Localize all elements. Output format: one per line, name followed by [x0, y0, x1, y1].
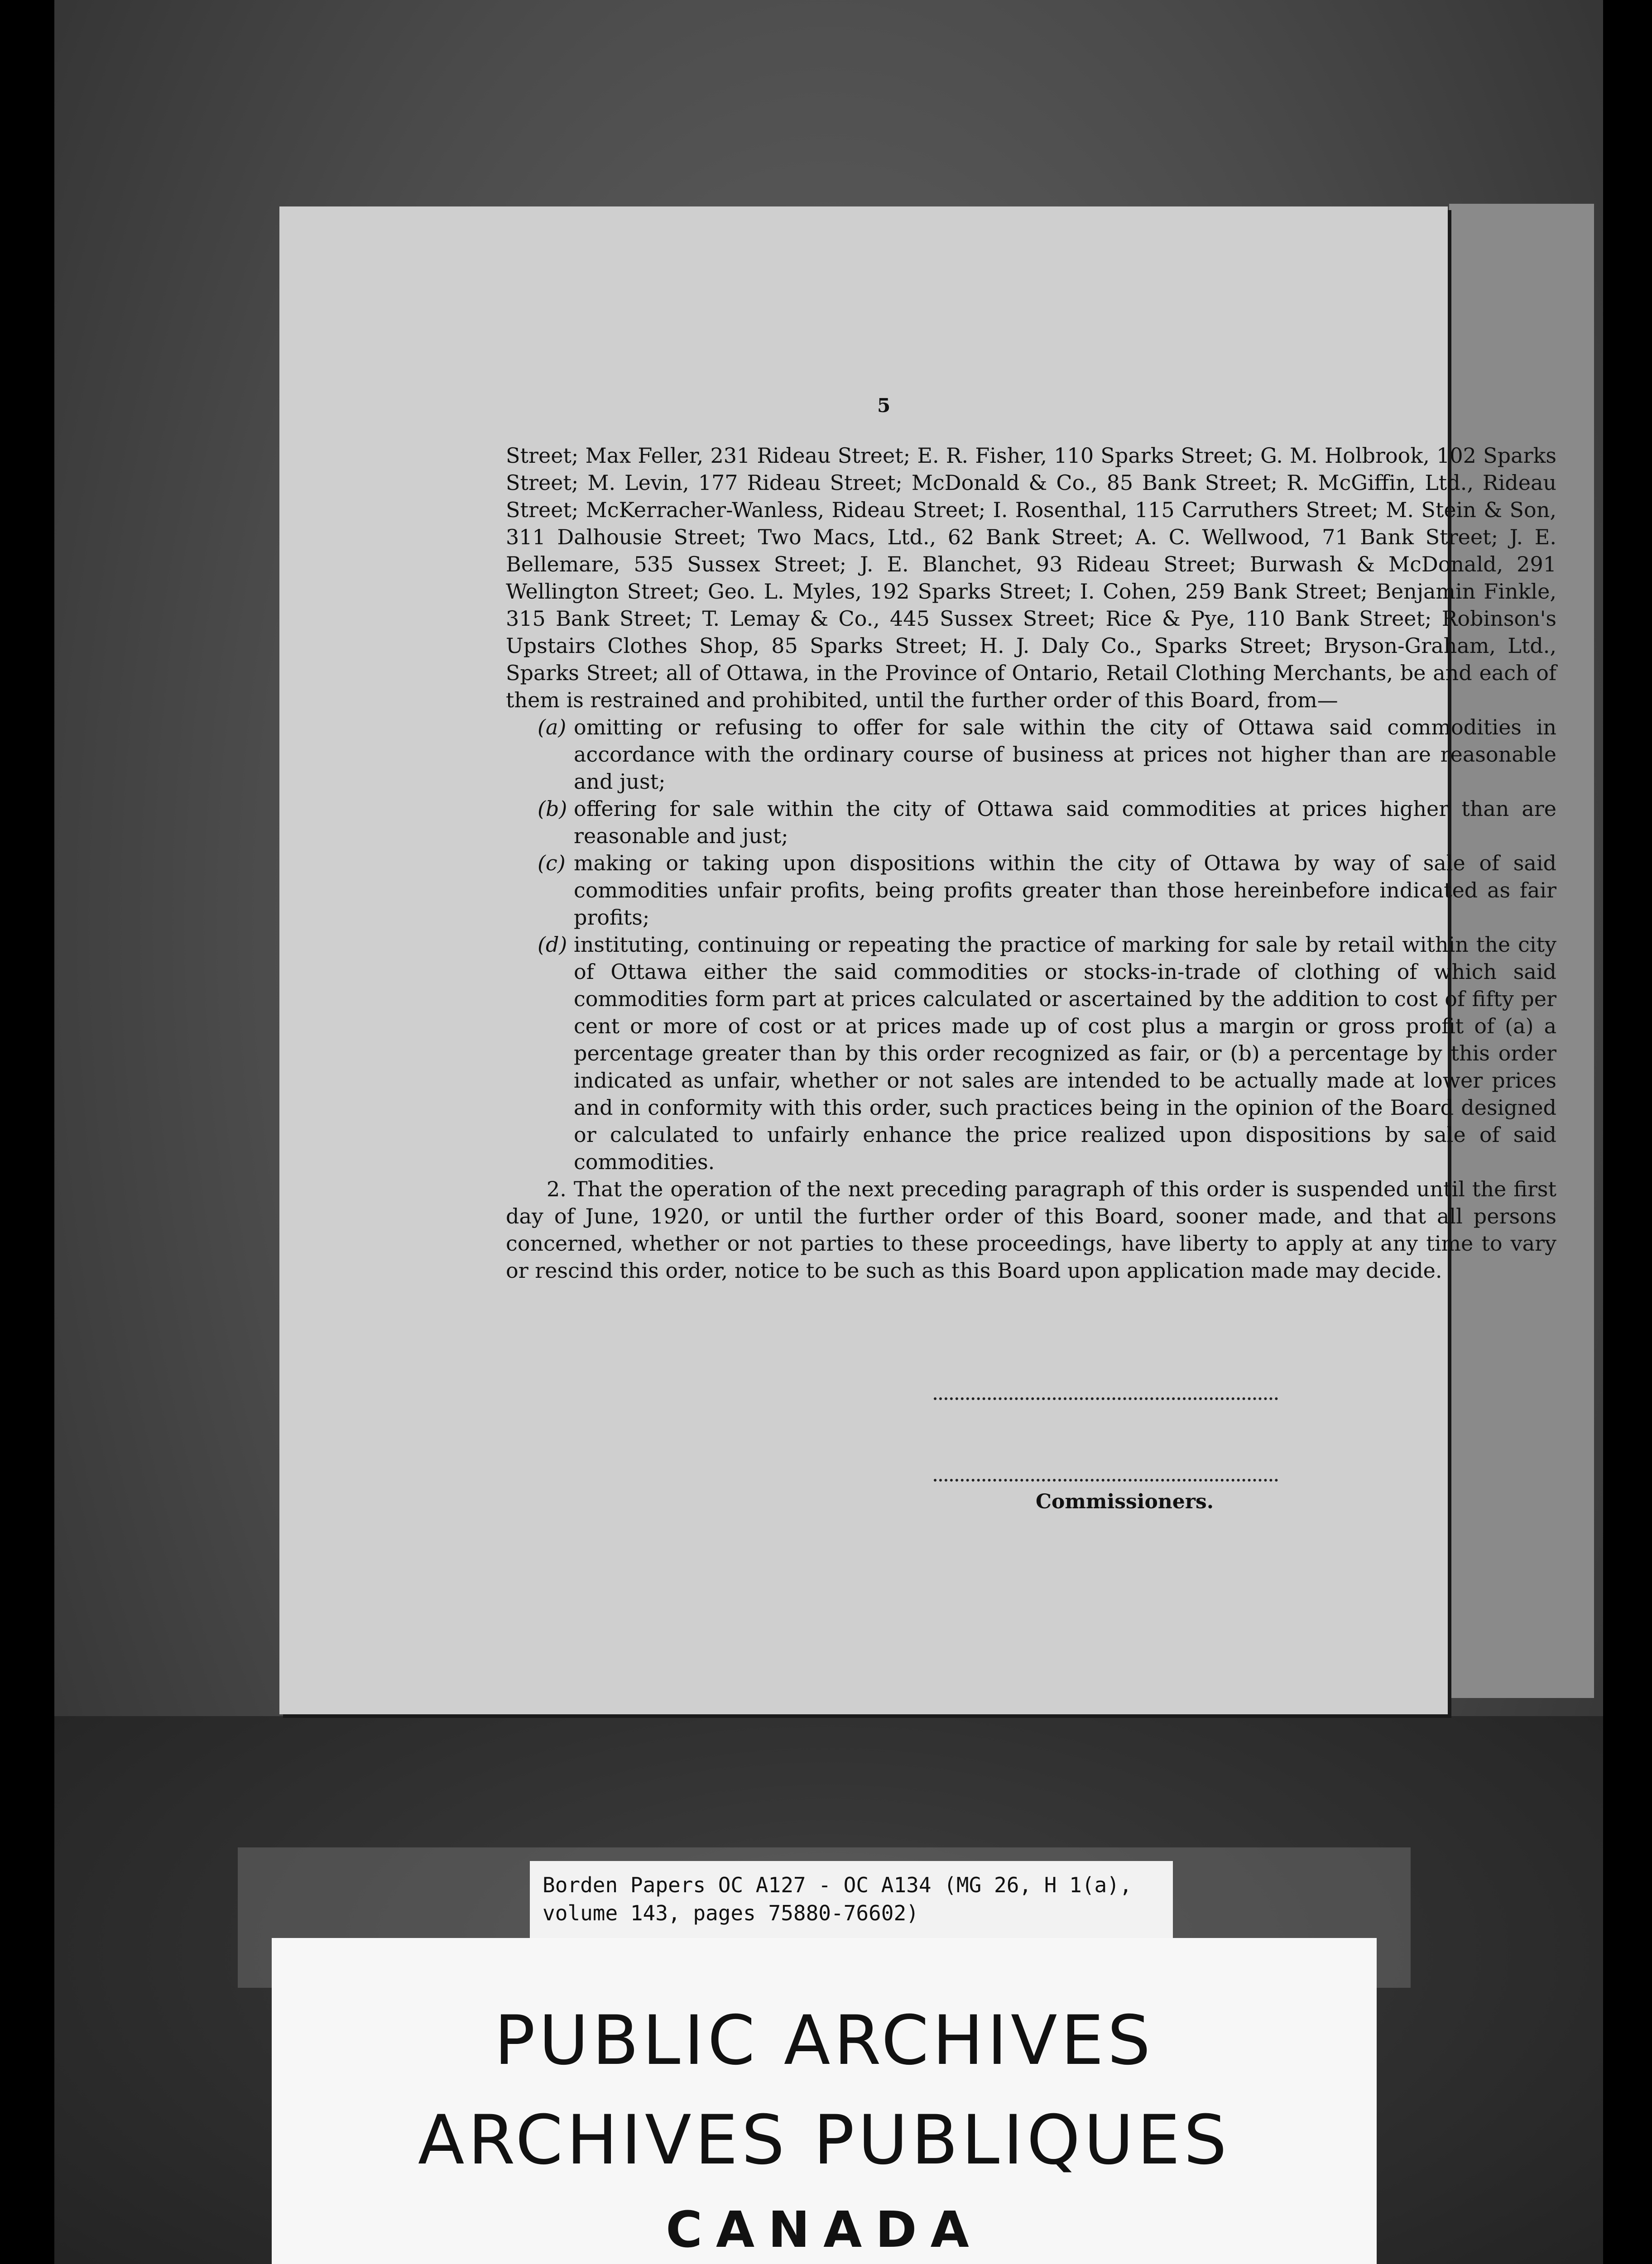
clause-item: [506, 931, 1556, 1175]
signature-line-1: [934, 1397, 1278, 1400]
caption-line-1: Borden Papers OC A127 - OC A134 (MG 26, H 1(a),: [543, 1873, 1132, 1897]
stamp-line-2: ARCHIVES PUBLIQUES: [418, 2101, 1231, 2180]
clause-marker: (d): [538, 932, 567, 957]
clause-marker: (b): [538, 796, 567, 821]
signature-line-2: [934, 1479, 1278, 1482]
clause-marker: (a): [538, 715, 567, 739]
order-text: [506, 442, 1556, 1284]
clause-text: instituting, continuing or repeating the practice of marking for sale by retail within the city of Ottawa either the said commodities or stocks-in-trade of clothing of which said commodities form part at prices calculated or ascertained by the addition to cost of fifty per cent or more of cost or at prices made up of cost plus a margin or gross profit of (a) a percentage greater than by this order recognized as fair, or (b) a percentage by this order indicated as unfair, whether or not sales are intended to be actually made at lower prices and in conformity with this order, such practices being in the opinion of the Board designed or calculated to unfairly enhance the price realized upon dispositions by sale of said commodities.: [574, 932, 1556, 1174]
clause-item: [506, 795, 1556, 849]
clause-item: [506, 849, 1556, 931]
clause-text: omitting or refusing to offer for sale within the city of Ottawa said commodities in accordance with the ordinary course of business at prices not higher than are reasonable and just;: [574, 715, 1556, 794]
archive-caption: [530, 1861, 1173, 1943]
clause-marker: (c): [538, 851, 566, 875]
signature-label: Commissioners.: [1036, 1490, 1214, 1513]
stamp-line-1: PUBLIC ARCHIVES: [494, 2001, 1154, 2080]
page-number: 5: [877, 394, 891, 417]
document-page: [279, 206, 1556, 1714]
clause-item: [506, 714, 1556, 795]
stamp-line-3: CANADA: [666, 2201, 983, 2259]
clause-text: making or taking upon dispositions within the city of Ottawa by way of sale of said commodities unfair profits, being profits greater than those hereinbefore indicated as fair profits;: [574, 851, 1556, 930]
clause-text: offering for sale within the city of Ottawa said commodities at prices higher than are reasonable and just;: [574, 796, 1556, 848]
clause-list: [506, 714, 1556, 1175]
opening-paragraph: Street; Max Feller, 231 Rideau Street; E. R. Fisher, 110 Sparks Street; G. M. Holbrook, 102 Sparks Street; M. Levin, 177 Rideau Street; McDonald & Co., 85 Bank Street; R. McGiffin, Ltd., Rideau Street; McKerracher-Wanless, Rideau Street; I. Rosenthal, 115 Carruthers Street; M. Stein & Son, 311 Dalhousie Street; Two Macs, Ltd., 62 Bank Street; A. C. Wellwood, 71 Bank Street; J. E. Bellemare, 535 Sussex Street; J. E. Blanchet, 93 Rideau Street; Burwash & McDonald, 291 Wellington Street; Geo. L. Myles, 192 Sparks Street; I. Cohen, 259 Bank Street; Benjamin Finkle, 315 Bank Street; T. Lemay & Co., 445 Sussex Street; Rice & Pye, 110 Bank Street; Robinson's Upstairs Clothes Shop, 85 Sparks Street; H. J. Daly Co., Sparks Street; Bryson-Graham, Ltd., Sparks Street; all of Ottawa, in the Province of Ontario, Retail Clothing Merchants, be and each of them is restrained and prohibited, until the further order of this Board, from—: [506, 443, 1556, 712]
caption-line-2: volume 143, pages 75880-76602): [543, 1901, 919, 1925]
archives-stamp: [272, 1938, 1377, 2264]
paragraph-2: 2. That the operation of the next preceding paragraph of this order is suspended until the first day of June, 1920, or until the further order of this Board, sooner made, and that all persons concerned, whether or not parties to these proceedings, have liberty to apply at any time to vary or rescind this order, notice to be such as this Board upon application made may decide.: [506, 1177, 1556, 1283]
